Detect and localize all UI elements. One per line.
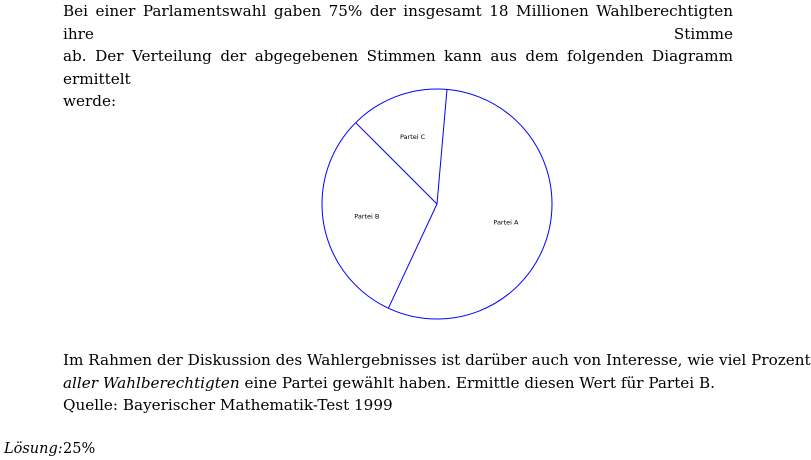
pie-slice-label: Partei A — [493, 218, 519, 227]
question-paragraph — [63, 349, 811, 417]
solution-label: Lösung: — [4, 441, 63, 457]
question-emphasis: aller Wahlberechtigten — [63, 373, 240, 392]
question-line-2-rest: eine Partei gewählt haben. Ermittle diesen Wert für Partei B. — [239, 373, 715, 392]
intro-line-3: werde: — [63, 92, 117, 110]
pie-slice-label: Partei B — [354, 212, 380, 221]
intro-line-2: ab. Der Verteilung der abgegebenen Stimmen kann aus dem folgenden Diagramm ermittelt — [63, 47, 733, 88]
intro-line-1: Bei einer Parlamentswahl gaben 75% der insgesamt 18 Millionen Wahlberechtigten ihre Stimme — [63, 2, 733, 43]
solution-value: 25% — [63, 441, 96, 457]
question-line-2 — [63, 372, 733, 395]
question-line-1: Im Rahmen der Diskussion des Wahlergebnisses ist darüber auch von Interesse, wie viel Prozent — [63, 351, 811, 369]
pie-slice-label: Partei C — [399, 133, 426, 141]
source-line: Quelle: Bayerischer Mathematik-Test 1999 — [63, 396, 393, 414]
